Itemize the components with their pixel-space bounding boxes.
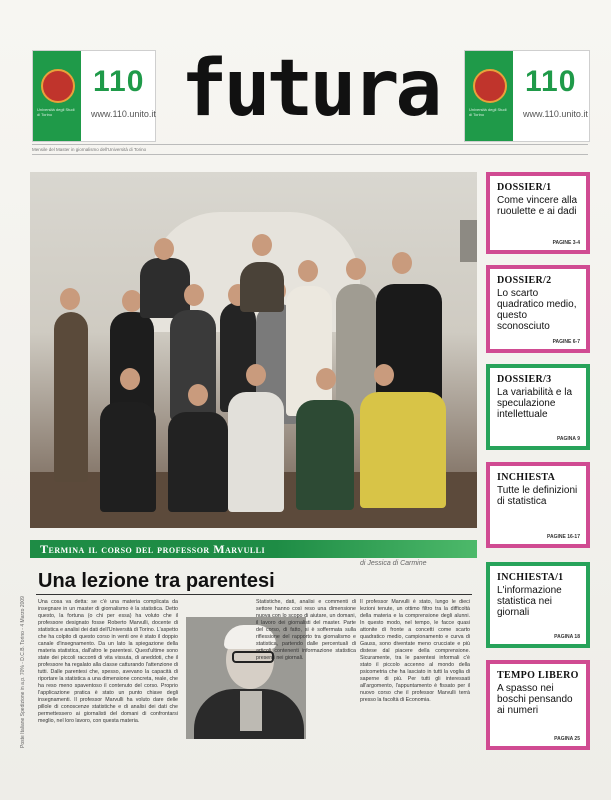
teaser-tempo-libero[interactable] [486,660,590,750]
teaser-pages: PAGINA 18 [554,634,580,640]
teaser-pages: PAGINE 16-17 [547,534,580,540]
logo-green-panel [33,51,81,141]
article-byline: di Jessica di Carmine [360,560,427,567]
teaser-kicker: INCHIESTA [497,472,556,483]
person-head [316,368,336,390]
person-figure [296,400,354,510]
person-head [120,368,140,390]
person-figure [140,258,190,318]
person-figure [286,286,332,416]
person-figure [168,412,228,512]
person-figure [240,262,284,312]
master-logo-right [464,50,590,142]
masthead-title: futura [180,44,439,134]
teaser-kicker: DOSSIER/2 [497,275,552,286]
brand-number: 110 [525,65,577,98]
person-figure [360,392,446,508]
teaser-title: La variabilità e la speculazione intellettuale [497,387,573,420]
person-head [392,252,412,274]
seal-caption: Università degli Studi di Torino [37,107,75,117]
teaser-pages: PAGINA 9 [556,436,580,442]
teaser-kicker: TEMPO LIBERO [497,670,579,681]
teaser-dossier-3[interactable] [486,364,590,450]
article-column-2: Statistiche, dati, analisi e commenti di settore hanno così reso una dimensione nuova con lo scopo di aiutare, un domani, il lavoro dei giornalisti del master. Parte del corso, di fatto, si è soffermata sulla riflessione del rapporto tra giornalismo e statistica, partendo dalle percentuali di articoli contenenti informazione statistica presenti nei giornali. [256,599,356,661]
person-figure [228,392,284,512]
publication-info-line: Mensile del Master in giornalismo dell'Università di Torino [32,144,588,155]
teaser-title: Lo scarto quadratico medio, questo sconosciuto [497,288,577,332]
university-seal-icon [41,69,75,103]
teaser-title: Come vincere alla ruoulette e ai dadi [497,195,578,217]
article-kicker: Termina il corso del professor Marvulli [40,542,266,556]
teaser-kicker: DOSSIER/1 [497,182,552,193]
article-column-1: Una cosa va detta: se c'è una materia complicata da insegnare in un master di giornalismo è la statistica. Detto questo, la fortuna (o chi per essa) ha voluto che il professore designato fosse Roberto Marvulli, docente di statistica e analisi dei dati dell'Università di Torino. L'aspetto che ha colpito di questo corso in venti ore è stato il doppio canale d'insegnamento. Da un lato la spiegazione della materia statistica, dall'altro le parentesi. Quest'ultime sono state dei piccoli racconti di vita vissuta, di aneddoti, che il professore ha regalato alla classe catturando l'attenzione di tutti. Dalle parentesi che, spesso, avevano la capacità di riportare la statistica a una dimensione concreta, reale, che ha reso meno spaventoso il contenuto del corso. Proprio l'applicazione pratica è stato un punto chiave degli insegnamenti. Il professor Marvulli ha voluto dare delle pillole di conoscenze statistiche e di analisi dei dati che permettessero ai giornalisti del domani di confrontarsi meglio, nel loro lavoro, con questa materia. [38,599,179,724]
person-figure [54,312,88,482]
person-head [374,364,394,386]
person-head [184,284,204,306]
teaser-inchiesta[interactable] [486,462,590,548]
article-headline: Una lezione tra parentesi [38,570,275,592]
photo-frame [460,220,477,262]
teaser-title: L'informazione statistica nei giornali [497,585,562,618]
teaser-dossier-1[interactable] [486,172,590,254]
headline-divider [36,594,472,595]
person-head [188,384,208,406]
article-column-3: Il professor Marvulli è stato, lungo le dieci lezioni tenute, un ottimo filtro tra la difficoltà della materia e la comprensione degli alunni. In questo modo, nel tempo, le facce quasi attonite di fronte a concetti come scarto quadratico medio, campionamento e curva di Gauss, sono diventate meno crucciate e più distese dal piacere della comprensione. Sicuramente, tra le parentesi informali c'è stato il piccolo accenno al mondo della psicometria che ha lasciato in tutti la voglia di saperne di più. Per tutti gli interessati all'argomento, l'appuntamento è fissato per il nuovo corso che il professor Marvulli terrà presso la facoltà di Economia. [360,599,470,703]
person-head [60,288,80,310]
person-head [154,238,174,260]
teaser-pages: PAGINE 3-4 [552,240,580,246]
brand-url: www.110.unito.it [91,109,156,119]
person-head [246,364,266,386]
logo-green-panel [465,51,513,141]
teaser-kicker: INCHIESTA/1 [497,572,564,583]
teaser-title: Tutte le definizioni di statistica [497,485,578,507]
person-head [346,258,366,280]
teaser-inchiesta-1[interactable] [486,562,590,648]
person-head [298,260,318,282]
person-figure [100,402,156,512]
university-seal-icon [473,69,507,103]
brand-url: www.110.unito.it [523,109,588,119]
group-photo [30,172,477,528]
postal-side-text: Poste Italiane Spedizione in a.p. 70% - D.C.B. Torino - 4 Marzo 2009 [20,596,26,748]
teaser-pages: PAGINE 6-7 [552,339,580,345]
brand-number: 110 [93,65,145,98]
seal-caption: Università degli Studi di Torino [469,107,507,117]
person-head [122,290,142,312]
postal-side-label [8,560,26,750]
teaser-kicker: DOSSIER/3 [497,374,552,385]
teaser-title: A spasso nei boschi pensando ai numeri [497,683,573,716]
teaser-dossier-2[interactable] [486,265,590,353]
person-head [252,234,272,256]
portrait-shirt [240,691,262,731]
master-logo-left [32,50,156,142]
teaser-pages: PAGINA 25 [554,736,580,742]
